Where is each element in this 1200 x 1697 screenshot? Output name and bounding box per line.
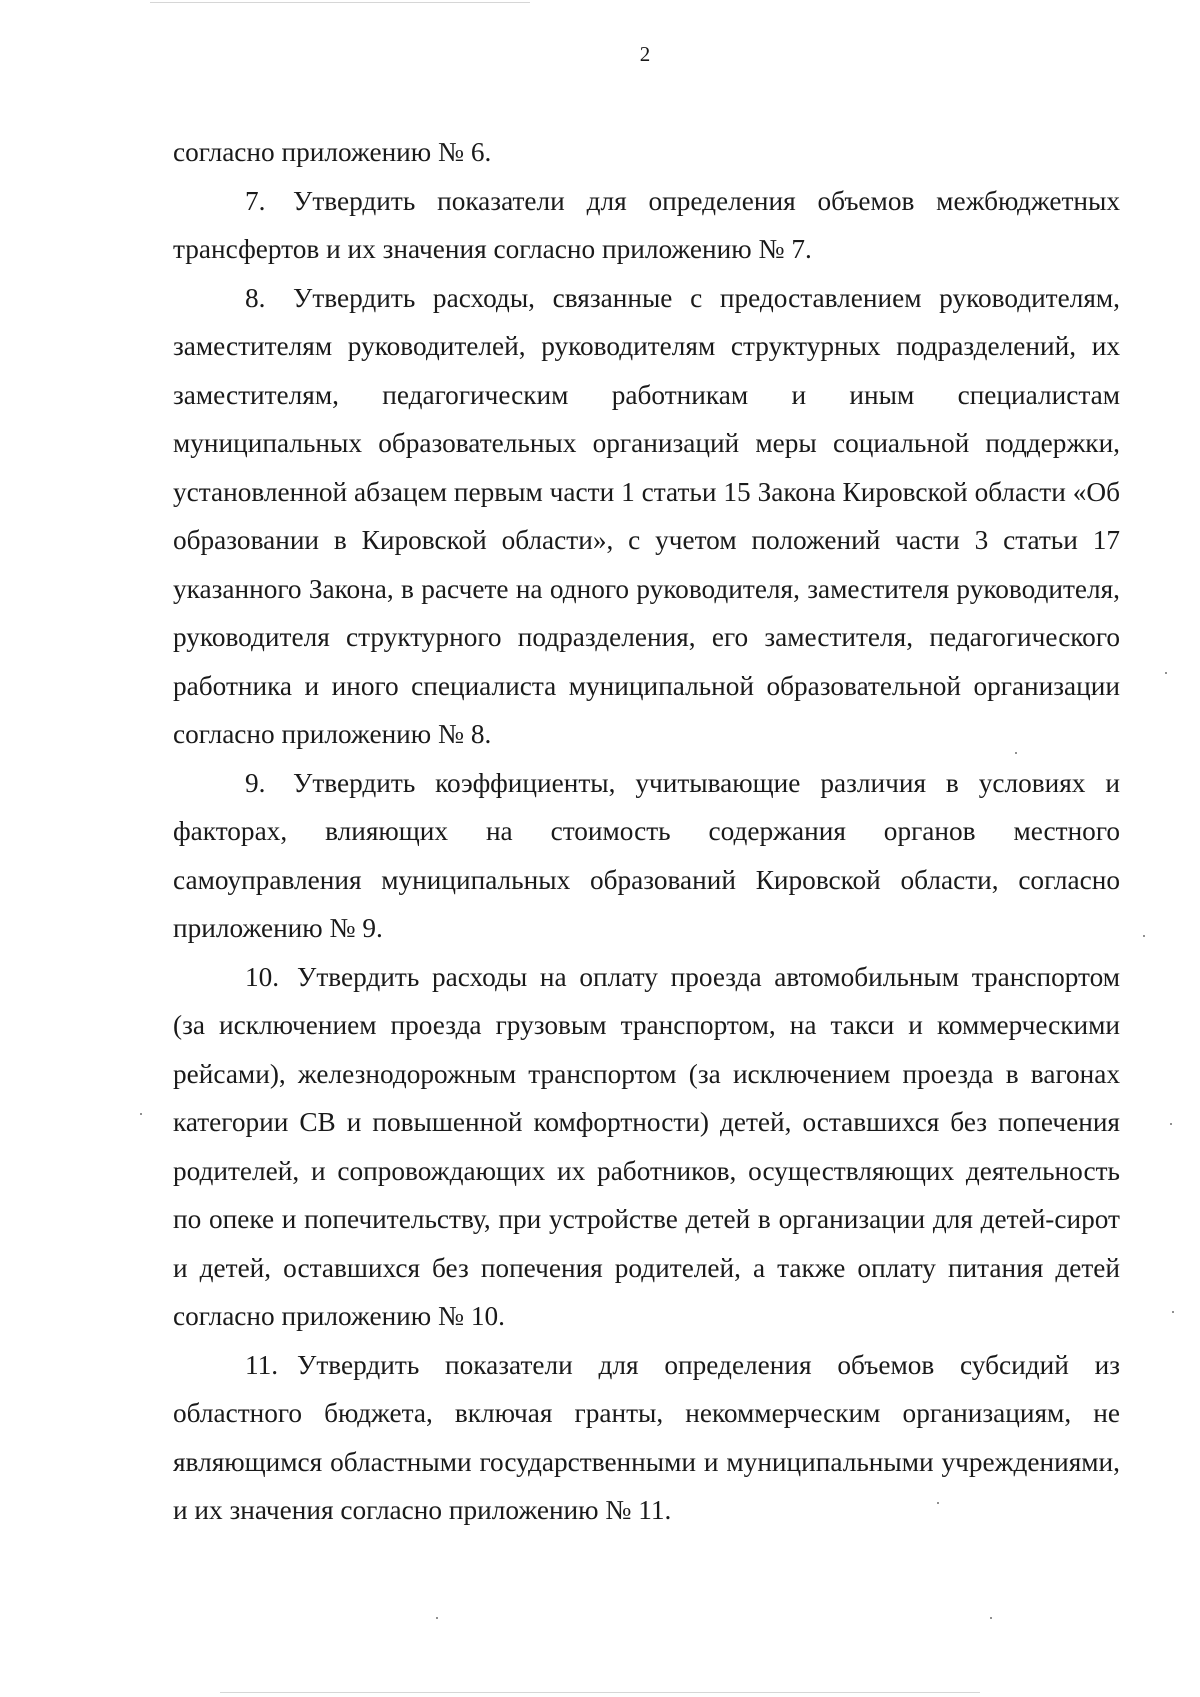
paragraph-text: Утвердить показатели для определения объемов межбюджетных трансфертов и их значения согласно приложению № 7. <box>173 185 1120 264</box>
scan-speck <box>990 1617 992 1619</box>
scan-edge-line <box>220 1692 980 1693</box>
paragraph-text: Утвердить коэффициенты, учитывающие различия в условиях и факторах, влияющих на стоимость содержания органов местного самоуправления муниципальных образований Кировской области, согласно приложению № 9. <box>173 767 1120 943</box>
scan-speck <box>1015 752 1017 754</box>
paragraph-text: Утвердить показатели для определения объемов субсидий из областного бюджета, включая гранты, некоммерческим организациям, не являющимся областными государственными и муниципальными учреждениями, и их значения согласно приложению № 11. <box>173 1349 1120 1525</box>
paragraph-11 <box>173 1341 1120 1535</box>
paragraph-10 <box>173 953 1120 1341</box>
scan-speck <box>937 1502 939 1504</box>
scan-speck <box>1143 935 1145 937</box>
scan-speck <box>1172 1311 1174 1313</box>
scan-speck <box>436 1617 438 1619</box>
document-body <box>173 128 1120 1535</box>
paragraph-text: Утвердить расходы, связанные с предоставлением руководителям, заместителям руководителей, руководителям структурных подразделений, их заместителям, педагогическим работникам и иным специалистам муниципальных образовательных организаций меры социальной поддержки, установленной абзацем первым части 1 статьи 15 Закона Кировской области «Об образовании в Кировской области», с учетом положений части 3 статьи 17 указанного Закона, в расчете на одного руководителя, заместителя руководителя, руководителя структурного подразделения, его заместителя, педагогического работника и иного специалиста муниципальной образовательной организации согласно приложению № 8. <box>173 282 1120 749</box>
paragraph-text: согласно приложению № 6. <box>173 137 492 167</box>
scan-speck <box>1165 672 1167 674</box>
paragraph-number: 11. <box>245 1349 279 1380</box>
scan-speck <box>1170 1123 1172 1125</box>
scan-edge-line <box>150 2 530 3</box>
paragraph-number: 10. <box>245 961 280 992</box>
paragraph-number: 8. <box>245 282 266 313</box>
paragraph-9 <box>173 759 1120 953</box>
paragraph-8 <box>173 274 1120 759</box>
paragraph-7 <box>173 177 1120 274</box>
scan-speck <box>140 1113 142 1115</box>
paragraph-number: 7. <box>245 185 266 216</box>
paragraph-number: 9. <box>245 767 266 798</box>
paragraph-text: Утвердить расходы на оплату проезда автомобильным транспортом (за исключением проезда грузовым транспортом, на такси и коммерческими рейсами), железнодорожным транспортом (за исключением проезда в вагонах категории СВ и повышенной комфортности) детей, оставшихся без попечения родителей, и сопровождающих их работников, осуществляющих деятельность по опеке и попечительству, при устройстве детей в организации для детей-сирот и детей, оставшихся без попечения родителей, а также оплату питания детей согласно приложению № 10. <box>173 961 1120 1331</box>
paragraph-continuation <box>173 128 1120 177</box>
page-number: 2 <box>639 42 651 66</box>
